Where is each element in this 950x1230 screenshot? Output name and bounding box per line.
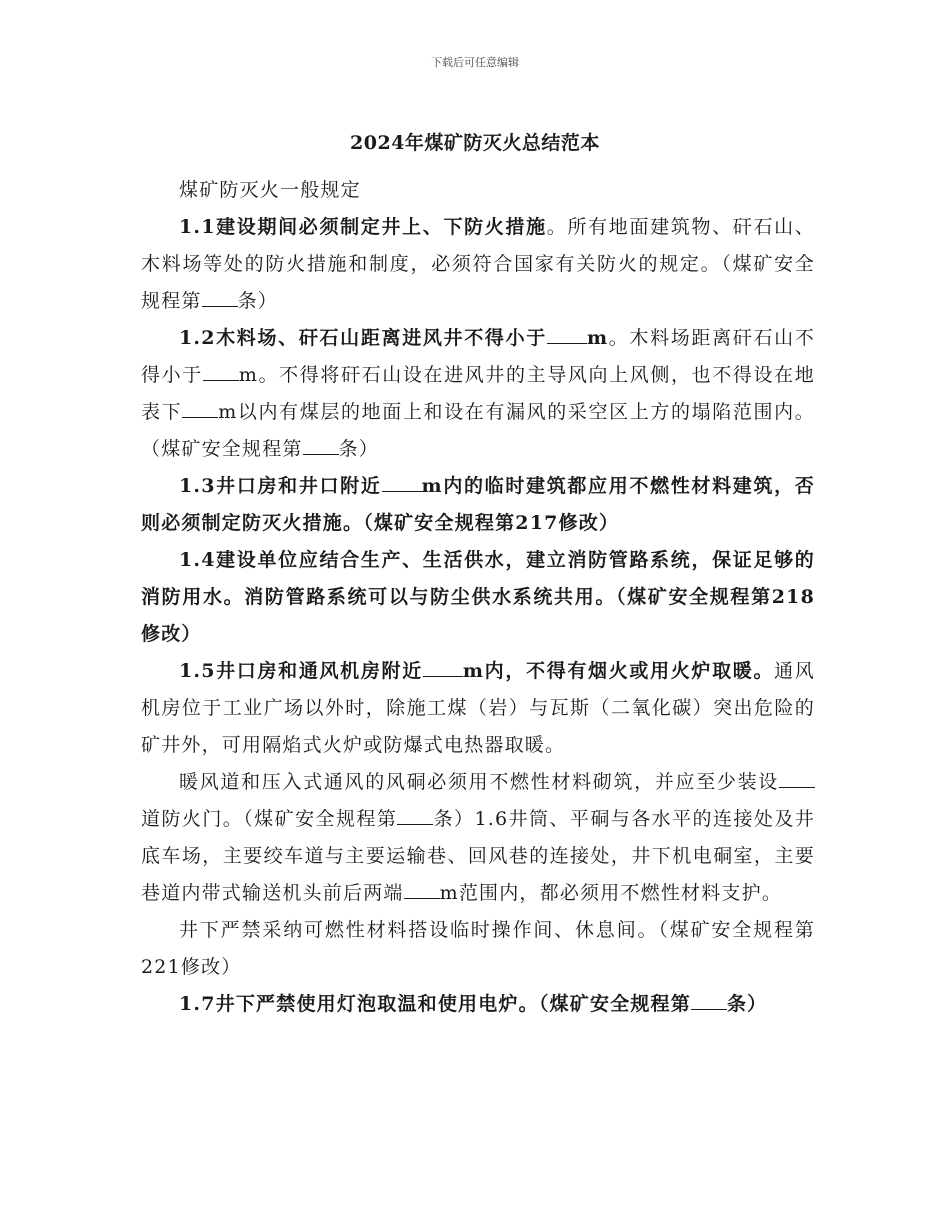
- paragraph-1-6-text-d: m范围内，都必须用不燃性材料支护。: [439, 882, 783, 904]
- paragraph-1-6-text-a: 暖风道和压入式通风的风硐必须用不燃性材料砌筑，并应至少装设: [179, 771, 779, 793]
- paragraph-1-7-text: 1.7井下严禁使用灯泡取温和使用电炉。（煤矿安全规程第: [179, 993, 691, 1015]
- paragraph-1-3-text-a: 1.3井口房和井口附近: [179, 475, 382, 497]
- paragraph-1-5-text: 通风机房位于工业广场以外时，除施工煤（岩）与瓦斯（二氧化碳）突出危险的矿井外，可用隔焰式火炉或防爆式电热器取暖。: [141, 660, 816, 756]
- paragraph-1-6-text-c: 条）1.6井筒、平硐与各水平的连接处及井底车场，主要绞车道与主要运输巷、回风巷的连接处，井下机电硐室，主要巷道内带式输送机头前后两端: [141, 808, 816, 904]
- paragraph-1-2: [141, 320, 815, 468]
- paragraph-1-3-text-b: m内的临时建筑都应用不燃性材料建筑，否则必须制定防灭火措施。（煤矿安全规程第217修改）: [141, 475, 816, 534]
- blank-line: [382, 491, 422, 492]
- section-heading: 煤矿防灭火一般规定: [179, 179, 361, 201]
- paragraph-1-2-heading: 1.2木料场、矸石山距离进风井不得小于: [179, 327, 547, 349]
- paragraph-1-4: 1.4建设单位应结合生产、生活供水，建立消防管路系统，保证足够的消防用水。消防管路系统可以与防尘供水系统共用。（煤矿安全规程第218修改）: [141, 549, 815, 645]
- paragraph-1-1: [141, 209, 815, 320]
- paragraph-1-2-text-c: m以内有煤层的地面上和设在有漏风的采空区上方的塌陷范围内。（煤矿安全规程第: [141, 401, 815, 460]
- paragraph-1-1-text: 。所有地面建筑物、矸石山、木料场等处的防火措施和制度，必须符合国家有关防火的规定。（煤矿安全规程第: [141, 216, 815, 312]
- header-note: 下载后可任意编辑: [431, 56, 519, 69]
- blank-line: [397, 824, 433, 825]
- paragraph-prohibition: 井下严禁采纳可燃性材料搭设临时操作间、休息间。（煤矿安全规程第221修改）: [141, 919, 815, 978]
- paragraph-1-2-heading-unit: m: [586, 327, 609, 349]
- blank-line: [423, 676, 463, 677]
- paragraph-1-2-text-a: 。木料场距离矸石山不得小于: [141, 327, 815, 386]
- paragraph-1-2-text-b: m。不得将矸石山设在进风井的主导风向上风侧，也不得设在地表下: [141, 364, 815, 423]
- document-title: 2024年煤矿防灭火总结范本: [350, 132, 600, 154]
- blank-line: [182, 417, 218, 418]
- blank-line: [203, 380, 239, 381]
- paragraph-1-3: [141, 468, 815, 542]
- paragraph-1-6: [141, 764, 815, 912]
- blank-line: [303, 454, 339, 455]
- paragraph-1-5-heading-b: m内，不得有烟火或用火炉取暖。: [462, 660, 775, 682]
- paragraph-1-1-heading: 1.1建设期间必须制定井上、下防火措施: [179, 216, 547, 238]
- paragraph-1-7-tail: 条）: [726, 993, 768, 1015]
- blank-line: [691, 1009, 727, 1010]
- paragraph-1-6-text-b: 道防火门。（煤矿安全规程第: [141, 808, 398, 830]
- blank-line: [779, 787, 815, 788]
- paragraph-1-7: [141, 986, 815, 1023]
- paragraph-1-5-heading-a: 1.5井口房和通风机房附近: [179, 660, 423, 682]
- blank-line: [202, 306, 238, 307]
- document-body: [141, 172, 815, 1023]
- paragraph-1-2-tail: 条）: [338, 438, 380, 460]
- paragraph-1-1-tail: 条）: [237, 290, 279, 312]
- blank-line: [547, 343, 587, 344]
- paragraph-1-5: [141, 653, 815, 764]
- blank-line: [404, 898, 440, 899]
